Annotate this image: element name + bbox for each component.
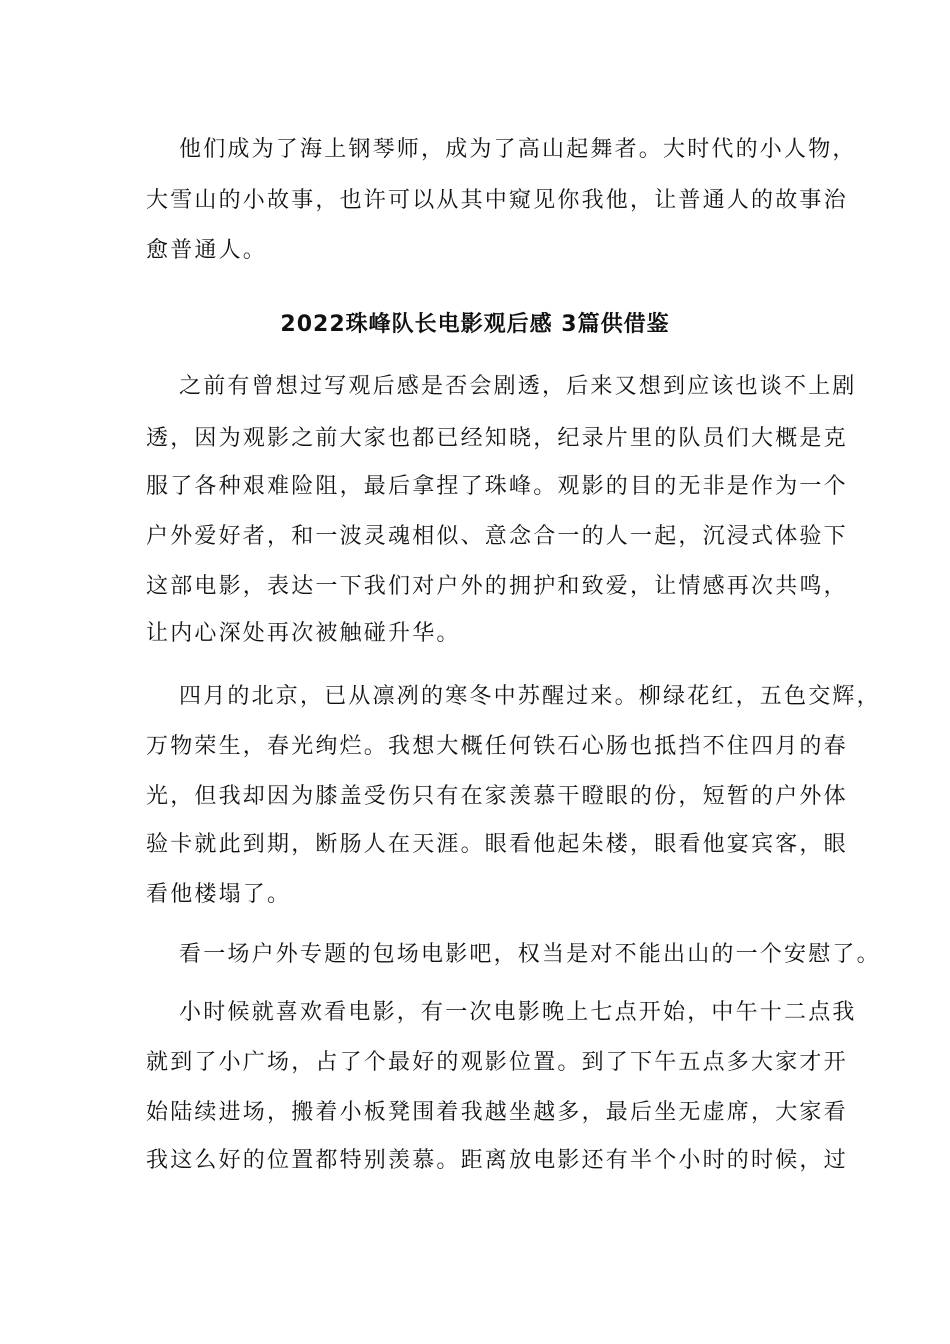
- paragraph2-line-2: 万物荣生，春光绚烂。我想大概任何铁石心肠也抵挡不住四月的春: [146, 734, 848, 759]
- paragraph1-line-6: 让内心深处再次被触碰升华。: [146, 621, 461, 646]
- paragraph4-line-3: 始陆续进场，搬着小板凳围着我越坐越多，最后坐无虚席，大家看: [146, 1100, 848, 1125]
- intro-line-1: 他们成为了海上钢琴师，成为了高山起舞者。大时代的小人物，: [179, 137, 857, 162]
- paragraph2-line-4: 验卡就此到期，断肠人在天涯。眼看他起朱楼，眼看他宴宾客，眼: [146, 832, 848, 857]
- paragraph1-line-5: 这部电影，表达一下我们对户外的拥护和致爱，让情感再次共鸣，: [146, 574, 848, 599]
- intro-line-2: 大雪山的小故事，也许可以从其中窥见你我他，让普通人的故事治: [146, 188, 848, 213]
- paragraph4-line-1: 小时候就喜欢看电影，有一次电影晚上七点开始，中午十二点我: [179, 1000, 857, 1025]
- paragraph3-line-1: 看一场户外专题的包场电影吧，权当是对不能出山的一个安慰了。: [179, 942, 881, 967]
- article-title: 2022珠峰队长电影观后感 3篇供借鉴: [280, 312, 670, 337]
- paragraph4-line-4: 我这么好的位置都特别羡慕。距离放电影还有半个小时的时候，过: [146, 1148, 848, 1173]
- paragraph1-line-1: 之前有曾想过写观后感是否会剧透，后来又想到应该也谈不上剧: [179, 374, 857, 399]
- paragraph1-line-4: 户外爱好者，和一波灵魂相似、意念合一的人一起，沉浸式体验下: [146, 524, 848, 549]
- paragraph1-line-2: 透，因为观影之前大家也都已经知晓，纪录片里的队员们大概是克: [146, 426, 848, 451]
- paragraph4-line-2: 就到了小广场，占了个最好的观影位置。到了下午五点多大家才开: [146, 1050, 848, 1075]
- paragraph1-line-3: 服了各种艰难险阻，最后拿捏了珠峰。观影的目的无非是作为一个: [146, 474, 848, 499]
- paragraph2-line-5: 看他楼塌了。: [146, 882, 292, 907]
- paragraph2-line-3: 光，但我却因为膝盖受伤只有在家羡慕干瞪眼的份，短暂的户外体: [146, 784, 848, 809]
- intro-line-3: 愈普通人。: [146, 238, 268, 263]
- paragraph2-line-1: 四月的北京，已从凛冽的寒冬中苏醒过来。柳绿花红，五色交辉，: [179, 684, 881, 709]
